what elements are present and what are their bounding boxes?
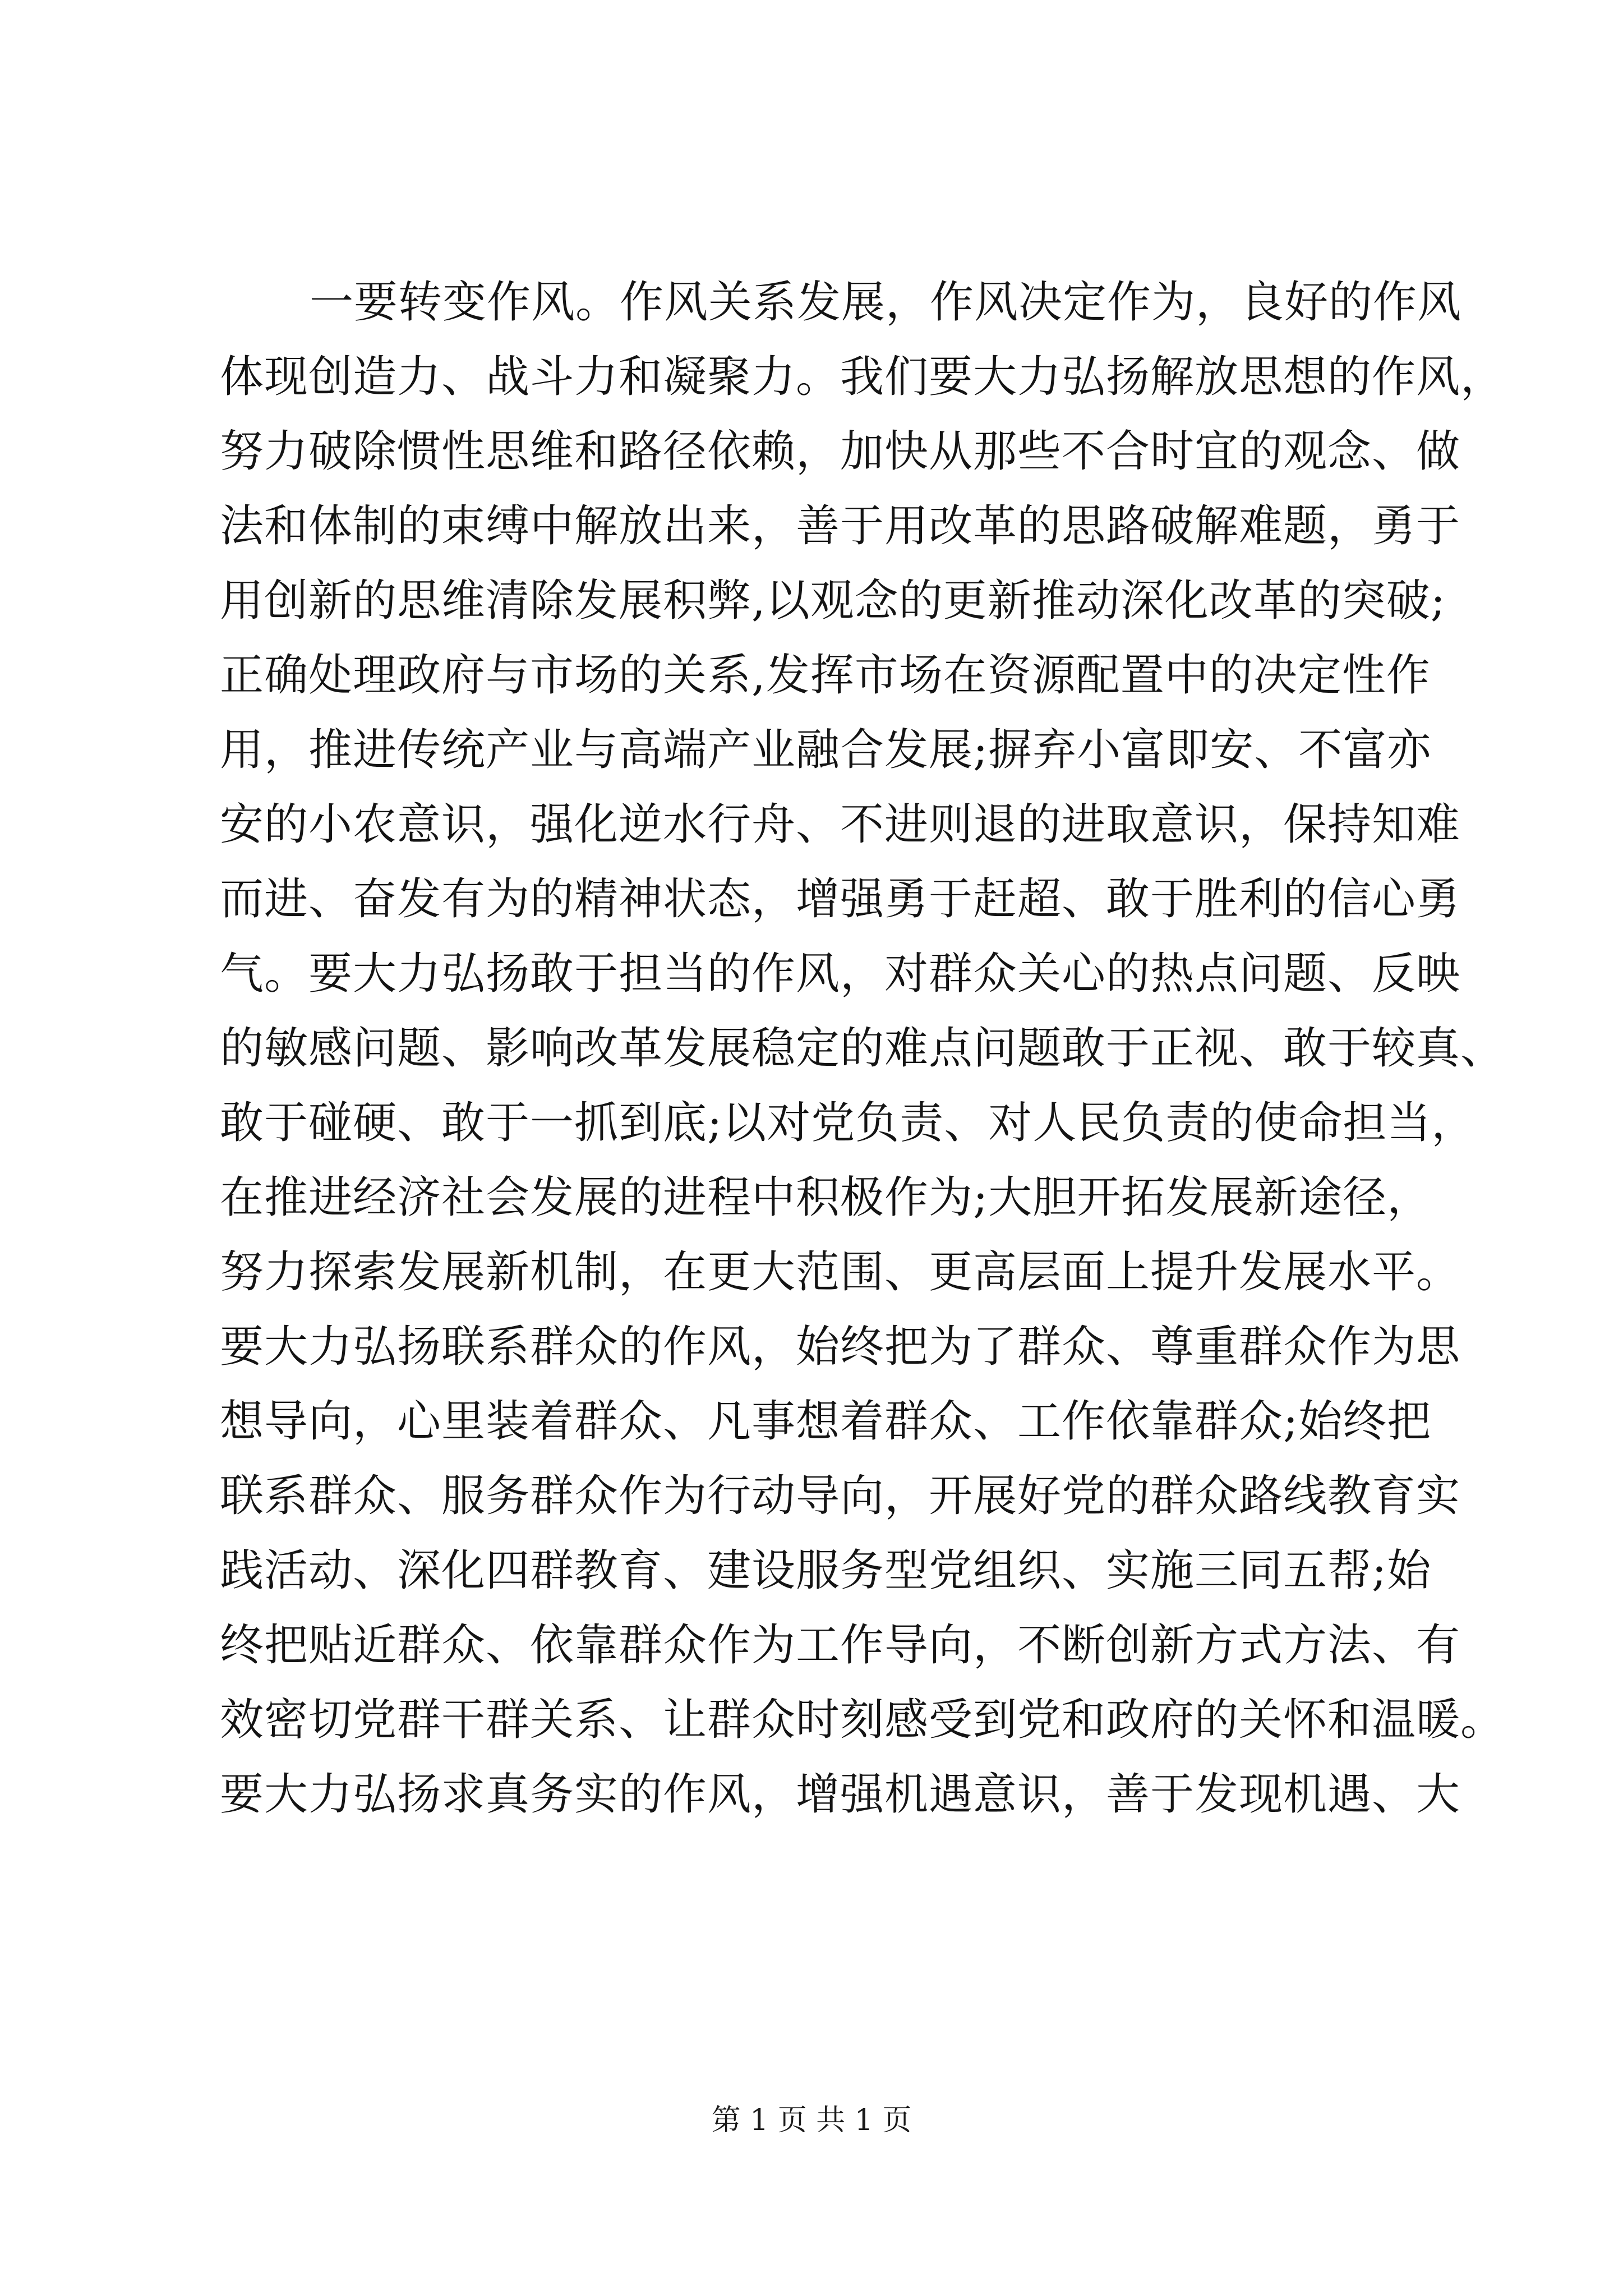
body-paragraph: [220, 265, 1505, 1832]
text-line: 用，推进传统产业与高端产业融合发展;摒弃小富即安、不富亦: [220, 725, 1432, 775]
text-line: 联系群众、服务群众作为行动导向，开展好党的群众路线教育实: [220, 1471, 1461, 1521]
text-line: 努力破除惯性思维和路径依赖，加快从那些不合时宜的观念、做: [220, 426, 1461, 477]
text-line: 的敏感问题、影响改革发展稳定的难点问题敢于正视、敢于较真、: [220, 1023, 1505, 1074]
text-line: 效密切党群干群关系、让群众时刻感受到党和政府的关怀和温暖。: [220, 1695, 1505, 1745]
text-line: 而进、奋发有为的精神状态，增强勇于赶超、敢于胜利的信心勇: [220, 874, 1461, 924]
text-line: 敢于碰硬、敢于一抓到底;以对党负责、对人民负责的使命担当，: [220, 1098, 1476, 1148]
text-line: 安的小农意识，强化逆水行舟、不进则退的进取意识，保持知难: [220, 799, 1461, 850]
text-line: 用创新的思维清除发展积弊,以观念的更新推动深化改革的突破;: [220, 576, 1446, 626]
text-line: 终把贴近群众、依靠群众作为工作导向，不断创新方式方法、有: [220, 1620, 1461, 1671]
text-line: 在推进经济社会发展的进程中积极作为;大胆开拓发展新途径，: [220, 1172, 1432, 1223]
text-line: 要大力弘扬联系群众的作风，始终把为了群众、尊重群众作为思: [220, 1322, 1461, 1372]
text-line: 要大力弘扬求真务实的作风，增强机遇意识，善于发现机遇、大: [220, 1769, 1461, 1820]
text-line: 努力探索发展新机制，在更大范围、更高层面上提升发展水平。: [220, 1247, 1461, 1297]
page-number-footer: 第 1 页 共 1 页: [711, 2104, 912, 2137]
text-line: 正确处理政府与市场的关系,发挥市场在资源配置中的决定性作: [220, 650, 1431, 701]
text-line: 想导向，心里装着群众、凡事想着群众、工作依靠群众;始终把: [220, 1396, 1432, 1447]
text-line: 一要转变作风。作风关系发展，作风决定作为，良好的作风: [310, 277, 1462, 328]
text-line: 践活动、深化四群教育、建设服务型党组织、实施三同五帮;始: [220, 1545, 1432, 1596]
text-line: 气。要大力弘扬敢于担当的作风，对群众关心的热点问题、反映: [220, 949, 1461, 999]
text-line: 体现创造力、战斗力和凝聚力。我们要大力弘扬解放思想的作风，: [220, 352, 1505, 402]
text-line: 法和体制的束缚中解放出来，善于用改革的思路破解难题，勇于: [220, 501, 1461, 551]
